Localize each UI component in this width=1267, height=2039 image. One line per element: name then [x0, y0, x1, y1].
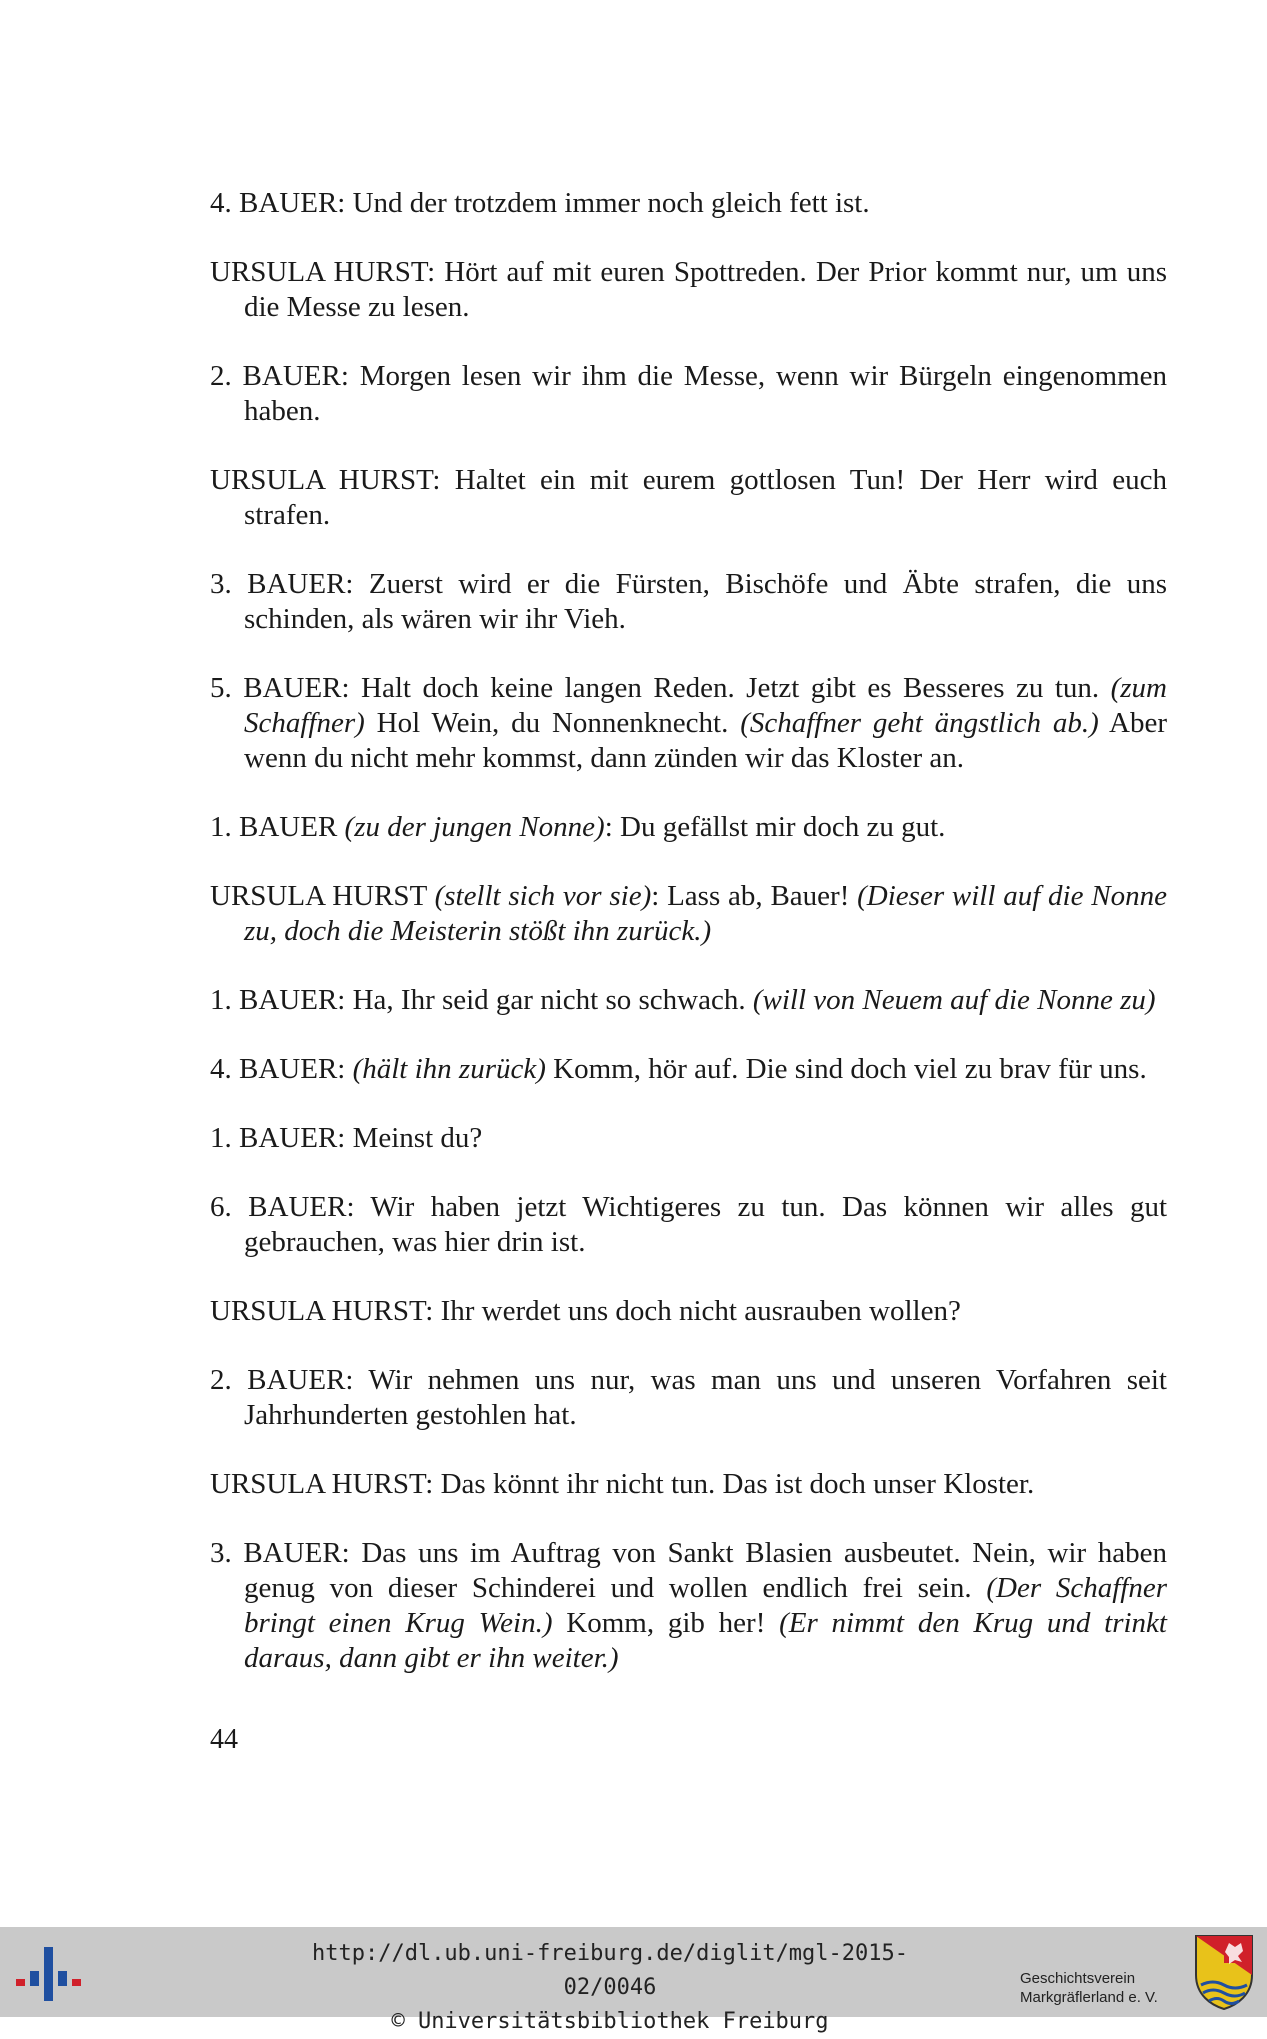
stage-direction: (Der Schaffner bringt einen Krug Wein.): [244, 1572, 1168, 1639]
speaker-name: 6. BAUER:: [210, 1191, 355, 1223]
society-name: [1020, 1969, 1158, 2007]
dialogue-paragraph: [210, 463, 1167, 533]
speaker-name: 1. BAUER:: [210, 984, 346, 1016]
coat-of-arms-icon: [1193, 1933, 1255, 2011]
dialogue-text: [210, 186, 1167, 1676]
speaker-name: 3. BAUER:: [210, 1537, 350, 1569]
stage-direction: (will von Neuem auf die Nonne zu): [752, 984, 1156, 1016]
speaker-name: 1. BAUER:: [210, 1122, 346, 1154]
dialogue-segment: Meinst du?: [345, 1122, 483, 1154]
dialogue-segment: : Du gefällst mir doch zu gut.: [604, 811, 946, 843]
dialogue-segment: Aber wenn du nicht mehr kommst, dann zünden wir das Kloster an.: [244, 707, 1168, 774]
speaker-name: URSULA HURST:: [210, 256, 436, 288]
speaker-name: 4. BAUER:: [210, 187, 346, 219]
dialogue-paragraph: [210, 1121, 1167, 1156]
society-name-line2: Markgräflerland e. V.: [1020, 1989, 1158, 2006]
permalink-url[interactable]: http://dl.ub.uni-freiburg.de/diglit/mgl-2015-02/0046: [311, 1941, 909, 2000]
dialogue-paragraph: [210, 1190, 1167, 1260]
dialogue-paragraph: [210, 879, 1167, 949]
speaker-name: URSULA HURST: [210, 880, 427, 912]
dialogue-paragraph: [210, 1052, 1167, 1087]
speaker-name: 4. BAUER:: [210, 1053, 346, 1085]
stage-direction: (hält ihn zurück): [352, 1053, 546, 1085]
ub-freiburg-logo-icon[interactable]: [14, 1941, 84, 2007]
dialogue-paragraph: [210, 1294, 1167, 1329]
dialogue-segment: Halt doch keine langen Reden. Jetzt gibt es Besseres zu tun.: [349, 672, 1111, 704]
speaker-name: 2. BAUER:: [210, 360, 349, 392]
stage-direction: (zum Schaffner): [244, 672, 1167, 739]
footer-citation: [300, 1937, 920, 2039]
dialogue-segment: Komm, hör auf. Die sind doch viel zu brav für uns.: [545, 1053, 1147, 1085]
speaker-name: 1. BAUER: [210, 811, 338, 843]
dialogue-paragraph: [210, 186, 1167, 221]
dialogue-paragraph: [210, 810, 1167, 845]
speaker-name: 5. BAUER:: [210, 672, 350, 704]
dialogue-paragraph: [210, 359, 1167, 429]
speaker-name: URSULA HURST:: [210, 1468, 434, 1500]
dialogue-paragraph: [210, 1363, 1167, 1433]
stage-direction: (Dieser will auf die Nonne zu, doch die Meisterin stößt ihn zurück.): [244, 880, 1167, 947]
stage-direction: (stellt sich vor sie): [434, 880, 652, 912]
dialogue-paragraph: [210, 255, 1167, 325]
speaker-name: 3. BAUER:: [210, 568, 354, 600]
dialogue-segment: Haltet ein mit eurem gottlosen Tun! Der Herr wird euch strafen.: [244, 464, 1167, 531]
dialogue-segment: Morgen lesen wir ihm die Messe, wenn wir Bürgeln eingenommen haben.: [244, 360, 1168, 427]
dialogue-paragraph: [210, 671, 1167, 776]
dialogue-segment: [427, 880, 435, 912]
stage-direction: (zu der jungen Nonne): [344, 811, 605, 843]
dialogue-segment: [337, 811, 344, 843]
dialogue-paragraph: [210, 1467, 1167, 1502]
society-name-line1: Geschichtsverein: [1020, 1970, 1136, 1987]
dialogue-segment: Komm, gib her!: [552, 1607, 780, 1639]
speaker-name: 2. BAUER:: [210, 1364, 354, 1396]
dialogue-segment: Zuerst wird er die Fürsten, Bischöfe und Äbte strafen, die uns schinden, als wären wir ihr Vieh.: [244, 568, 1167, 635]
dialogue-paragraph: [210, 567, 1167, 637]
dialogue-segment: Hört auf mit euren Spottreden. Der Prior kommt nur, um uns die Messe zu lesen.: [244, 256, 1167, 323]
dialogue-segment: Das könnt ihr nicht tun. Das ist doch unser Kloster.: [433, 1468, 1035, 1500]
speaker-name: URSULA HURST:: [210, 1295, 434, 1327]
dialogue-segment: Das uns im Auftrag von Sankt Blasien ausbeutet. Nein, wir haben genug von dieser Schinderei und wollen endlich frei sein.: [244, 1537, 1167, 1604]
dialogue-paragraph: [210, 983, 1167, 1018]
dialogue-segment: Ha, Ihr seid gar nicht so schwach.: [345, 984, 753, 1016]
viewer-footer: [0, 1927, 1267, 2034]
dialogue-segment: : Lass ab, Bauer!: [651, 880, 858, 912]
stage-direction: (Er nimmt den Krug und trinkt daraus, dann gibt er ihn weiter.): [244, 1607, 1167, 1674]
dialogue-segment: Ihr werdet uns doch nicht ausrauben wollen?: [433, 1295, 961, 1327]
dialogue-segment: Wir nehmen uns nur, was man uns und unseren Vorfahren seit Jahrhunderten gestohlen hat.: [244, 1364, 1167, 1431]
dialogue-segment: Wir haben jetzt Wichtigeres zu tun. Das können wir alles gut gebrauchen, was hier drin ist.: [244, 1191, 1168, 1258]
dialogue-segment: [345, 1053, 352, 1085]
copyright-notice: © Universitätsbibliothek Freiburg: [391, 2009, 829, 2034]
page-number: 44: [210, 1724, 238, 1755]
dialogue-segment: Und der trotzdem immer noch gleich fett ist.: [345, 187, 870, 219]
dialogue-segment: Hol Wein, du Nonnenknecht.: [364, 707, 741, 739]
stage-direction: (Schaffner geht ängstlich ab.): [740, 707, 1099, 739]
dialogue-paragraph: [210, 1536, 1167, 1676]
speaker-name: URSULA HURST:: [210, 464, 441, 496]
